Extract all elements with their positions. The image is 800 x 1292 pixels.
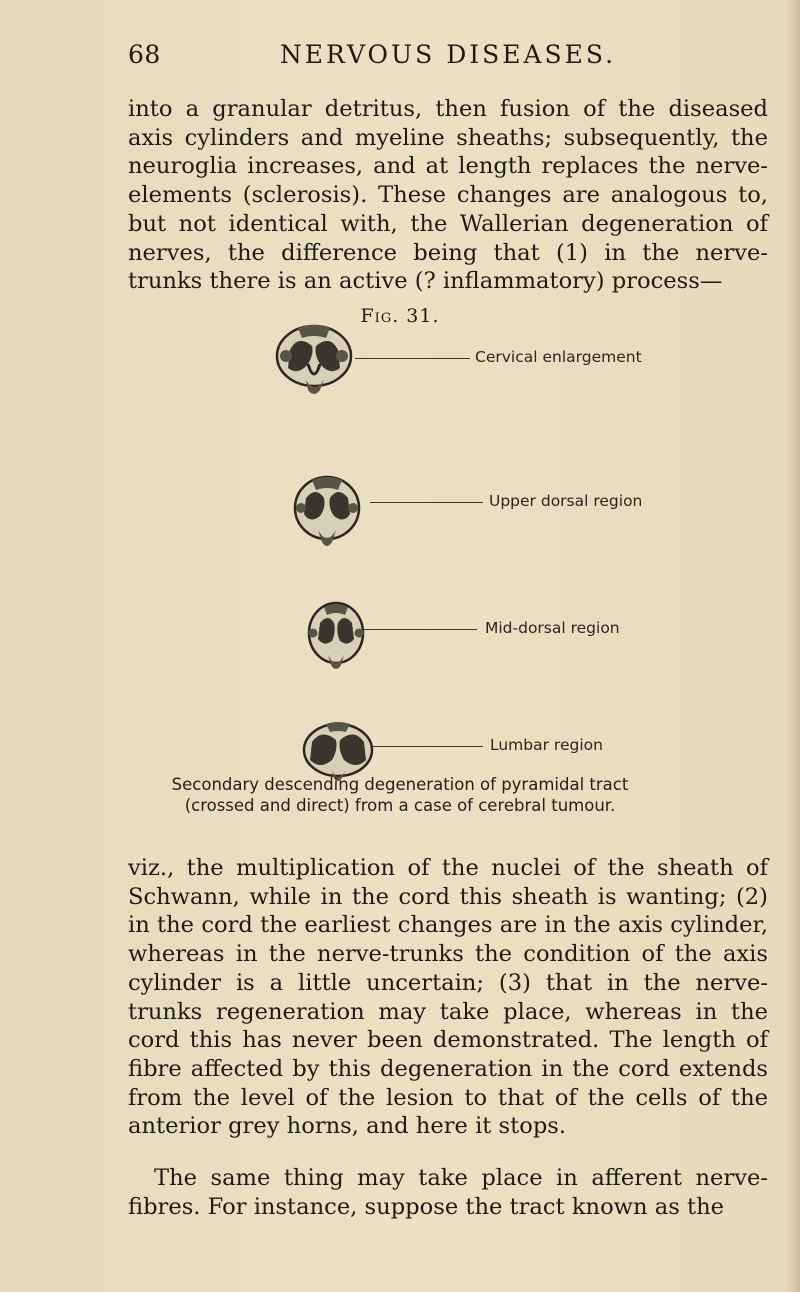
label-cervical-enlargement: Cervical enlargement: [475, 348, 642, 366]
figure-section-upper-dorsal: [0, 470, 800, 560]
running-head: NERVOUS DISEASES.: [279, 40, 617, 69]
figure-section-mid-dorsal: [0, 595, 800, 685]
leader-line-mid-dorsal: [362, 629, 477, 630]
figure-caption-line-2: (crossed and direct) from a case of cerebral tumour.: [184, 796, 616, 815]
cord-section-mid-dorsal-illustration: [298, 595, 378, 675]
paragraph-final: The same thing may take place in afferent nerve-fibres. For instance, suppose the tract known as the: [128, 1165, 768, 1220]
label-upper-dorsal-region: Upper dorsal region: [489, 492, 643, 510]
label-mid-dorsal-region: Mid-dorsal region: [485, 619, 620, 637]
cord-section-upper-dorsal-illustration: [282, 470, 382, 550]
figure-caption: [80, 774, 720, 816]
figure-title: Fig. 31.: [360, 305, 440, 327]
leader-line-upper-dorsal: [370, 502, 483, 503]
cord-section-cervical-illustration: [268, 320, 368, 400]
label-lumbar-region: Lumbar region: [490, 736, 603, 754]
page-number: 68: [128, 40, 161, 69]
paragraph-before-figure: into a granular detritus, then fusion of the diseased axis cylinders and myeline sheaths; subsequently, the neuroglia increases, and at length replaces the nerve-elements (sclerosis). These changes are analogous to, but not identical with, the Wallerian degeneration of nerves, the difference being that (1) in the nerve-trunks there is an active (? inflammatory) process—: [128, 96, 768, 295]
paragraph-after-figure: viz., the multiplication of the nuclei of the sheath of Schwann, while in the cord this sheath is wanting; (2) in the cord the earliest changes are in the axis cylinder, whereas in the nerve-trunks the condition of the axis cylinder is a little uncertain; (3) that in the nerve-trunks regeneration may take place, whereas in the cord this has never been demonstrated. The length of fibre affected by this degeneration in the cord extends from the level of the lesion to that of the cells of the anterior grey horns, and here it stops.: [128, 855, 768, 1140]
figure-caption-line-1: Secondary descending degeneration of pyramidal tract: [171, 775, 629, 794]
leader-line-lumbar: [373, 746, 483, 747]
leader-line-cervical: [355, 358, 470, 359]
figure-section-cervical: [0, 320, 800, 410]
page-header: [128, 40, 768, 80]
